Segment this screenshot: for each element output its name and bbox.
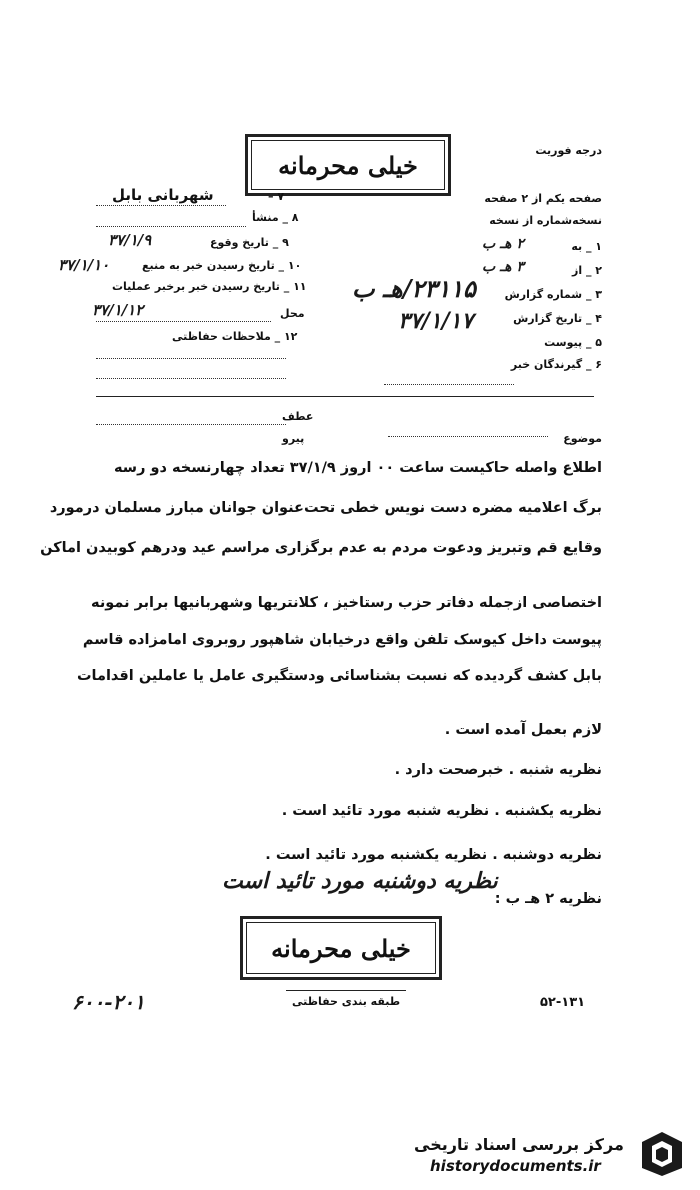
body-line-4: اختصاصی ازجمله دفاتر حزب رستاخیز ، کلانتریها وشهربانیها برابر نمونه — [91, 595, 602, 611]
field-2-value: ۳ هـ ب — [482, 259, 524, 275]
page-label: صفحه یکم از ۲ صفحه — [484, 192, 602, 205]
opinion-3hb-handwritten: نظریه دوشنبه مورد تائید است — [222, 868, 498, 894]
field-1-label: ۱ _ به — [571, 240, 602, 253]
field-9-label: ۹ _ تاریخ وقوع — [210, 236, 289, 249]
location-line — [96, 321, 271, 322]
subject-line — [388, 436, 548, 437]
copy-label: نسخه‌شماره از نسخه — [489, 214, 602, 227]
body-line-6: بابل کشف گردیده که نسبت بشناسائی ودستگیری عامل یا عاملین اقدامات — [76, 668, 602, 684]
field-9-value: ۳۷/۱/۹ — [108, 231, 152, 249]
field-8-label: ۸ _ منشأ — [252, 211, 299, 224]
body-line-7: لازم بعمل آمده است . — [444, 722, 602, 738]
stamp-top: خیلی محرمانه — [245, 134, 451, 196]
opinion-saturday: نظریه شنبه . خبرصحت دارد . — [394, 762, 602, 778]
website-link[interactable]: historydocuments.ir — [430, 1157, 601, 1175]
field-10-value: ۳۷/۱/۱۰ — [58, 256, 110, 274]
location-label: محل — [280, 307, 305, 320]
field-11-value: ۳۷/۱/۱۲ — [92, 301, 144, 319]
opinion-sunday: نظریه یکشنبه . نظریه شنبه مورد تائید است . — [281, 803, 602, 819]
field-10-label: ۱۰ _ تاریخ رسیدن خبر به منبع — [142, 259, 302, 272]
body-line-2: برگ اعلامیه مضره دست نویس خطی تحت‌عنوان جوانان مبارز مسلمان درمورد — [49, 500, 602, 516]
handwritten-code: ۶۰۰-۲۰۱ — [72, 990, 145, 1014]
atf-line — [96, 424, 286, 425]
form-code: ۵۲-۱۳۱ — [540, 995, 586, 1010]
pirou-label: پیرو — [282, 432, 305, 445]
field-4-label: ۴ _ تاریخ گزارش — [513, 312, 602, 325]
opinion-monday: نظریه دوشنبه . نظریه یکشنبه مورد تائید است . — [265, 847, 602, 863]
field-5-label: ۵ _ پیوست — [544, 336, 602, 349]
opinion-3hb-label: نظریه ۲ هـ ب : — [494, 891, 602, 907]
field-6-label: ۶ _ گیرندگان خبر — [510, 358, 602, 371]
notes-line-2 — [96, 378, 286, 379]
bottom-classification-line — [286, 990, 406, 991]
archive-logo-icon — [636, 1128, 688, 1180]
recipients-line — [384, 384, 514, 385]
body-line-5: پیوست داخل کیوسک تلفن واقع درخیابان شاهپور روبروی امامزاده قاسم — [82, 632, 602, 648]
field-1-value: ۲ هـ ب — [482, 236, 524, 252]
field-2-label: ۲ _ از — [572, 264, 602, 277]
field-11-label: ۱۱ _ تاریخ رسیدن خبر برخبر عملیات — [112, 280, 307, 293]
separator-line — [96, 396, 594, 397]
atf-label: عطف — [282, 410, 314, 423]
org-dotted-line — [96, 205, 226, 206]
urgency-label: درجه فوریت — [535, 144, 602, 157]
organization-name: شهربانی بابل — [112, 186, 214, 204]
center-name: مرکز بررسی اسناد تاریخی — [414, 1135, 624, 1154]
classification-bottom: طبقه بندی حفاظتی — [292, 995, 401, 1008]
field-8-line — [96, 226, 246, 227]
body-line-1: اطلاع واصله حاکیست ساعت ۰۰ اروز ۳۷/۱/۹ تعداد چهارنسخه دو رسه — [114, 460, 602, 476]
subject-label: موضوع — [563, 432, 602, 445]
field-7: ۷ – — [268, 190, 285, 203]
stamp-bottom: خیلی محرمانه — [240, 916, 442, 980]
field-3-label: ۳ _ شماره گزارش — [504, 288, 602, 301]
field-3-value: ۲۳۱۱۵/هـ ب — [352, 274, 476, 303]
notes-line-1 — [96, 358, 286, 359]
field-12-label: ۱۲ _ ملاحظات حفاظتی — [172, 330, 298, 343]
field-4-value: ۳۷/۱/۱۷ — [398, 308, 474, 334]
body-line-3: وقایع قم وتبریز ودعوت مردم به عدم برگزاری مراسم عید ودرهم کوبیدن اماکن — [40, 540, 602, 556]
